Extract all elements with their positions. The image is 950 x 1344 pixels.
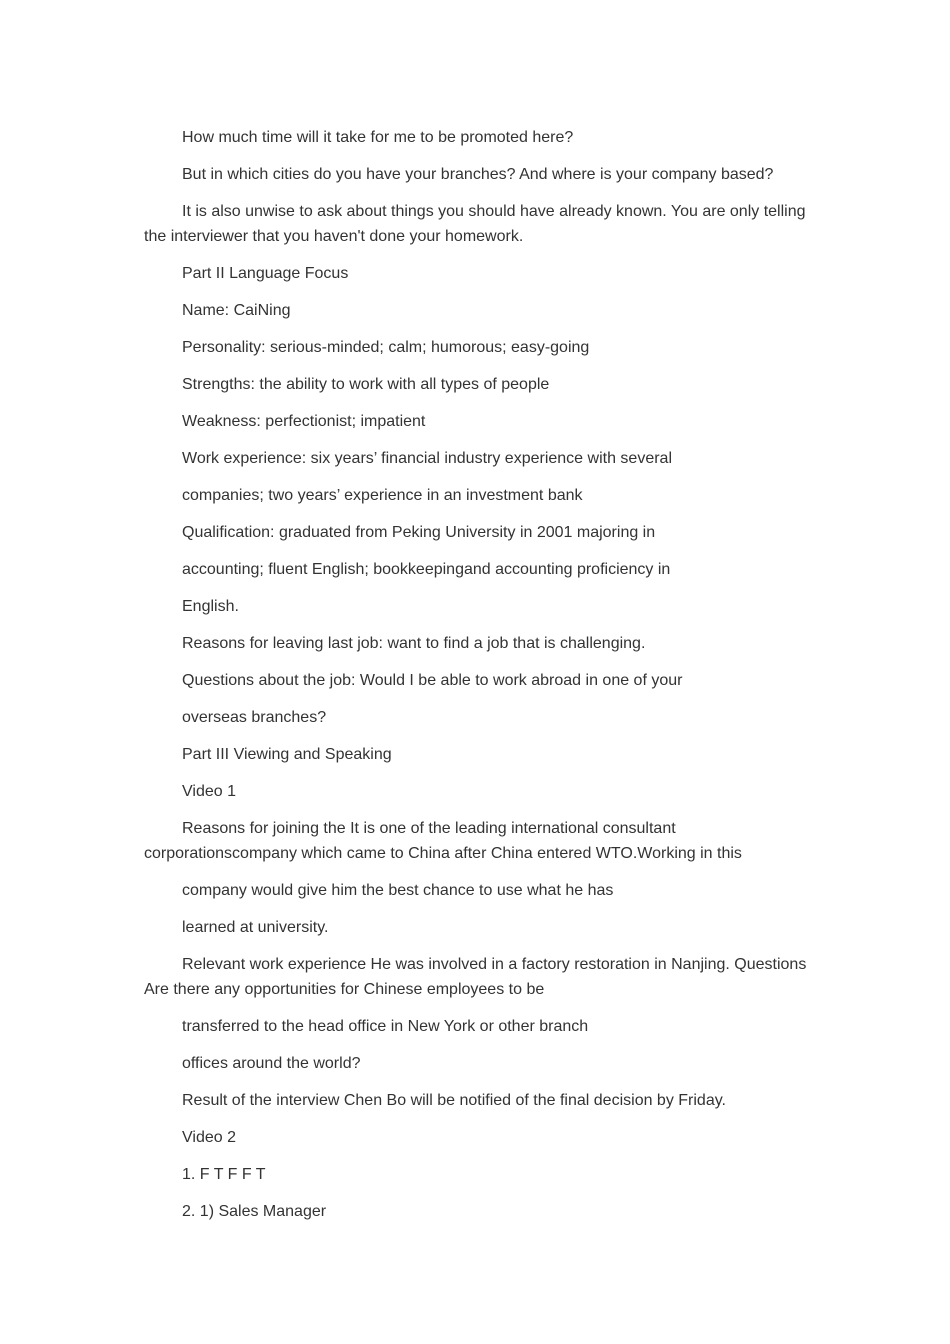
section-heading: Part III Viewing and Speaking (182, 746, 392, 763)
paragraph: Reasons for leaving last job: want to find a job that is challenging. (182, 635, 646, 652)
paragraph: overseas branches? (182, 709, 327, 726)
paragraph: Relevant work experience He was involved in a factory restoration in Nanjing. Questions Are there any opportunities for Chinese employees to be (144, 956, 807, 998)
paragraph: Qualification: graduated from Peking University in 2001 majoring in (182, 524, 656, 541)
paragraph: English. (182, 598, 239, 615)
paragraph: Questions about the job: Would I be able to work abroad in one of your (182, 672, 683, 689)
paragraph: offices around the world? (182, 1055, 361, 1072)
subsection-heading: Video 1 (182, 783, 236, 800)
section-heading: Part II Language Focus (182, 265, 349, 282)
paragraph: Weakness: perfectionist; impatient (182, 413, 426, 430)
subsection-heading: Video 2 (182, 1129, 236, 1146)
paragraph: learned at university. (182, 919, 329, 936)
paragraph: Work experience: six years’ financial industry experience with several (182, 450, 672, 467)
answer-line: 2. 1) Sales Manager (182, 1203, 327, 1220)
paragraph: companies; two years’ experience in an investment bank (182, 487, 583, 504)
paragraph: But in which cities do you have your branches? And where is your company based? (182, 166, 774, 183)
paragraph: Name: CaiNing (182, 302, 291, 319)
paragraph: How much time will it take for me to be promoted here? (182, 129, 574, 146)
answer-line: 1. F T F F T (182, 1166, 266, 1183)
paragraph: Reasons for joining the It is one of the leading international consultant corporationscompany which came to China after China entered WTO.Working in this (144, 820, 742, 862)
paragraph: It is also unwise to ask about things you should have already known. You are only telling the interviewer that you haven't done your homework. (144, 203, 806, 245)
paragraph: Result of the interview Chen Bo will be notified of the final decision by Friday. (182, 1092, 726, 1109)
paragraph: Strengths: the ability to work with all types of people (182, 376, 550, 393)
paragraph: accounting; fluent English; bookkeepingand accounting proficiency in (182, 561, 671, 578)
document-body (144, 125, 812, 1236)
paragraph: company would give him the best chance to use what he has (182, 882, 614, 899)
paragraph: transferred to the head office in New York or other branch (182, 1018, 589, 1035)
paragraph: Personality: serious-minded; calm; humorous; easy-going (182, 339, 590, 356)
